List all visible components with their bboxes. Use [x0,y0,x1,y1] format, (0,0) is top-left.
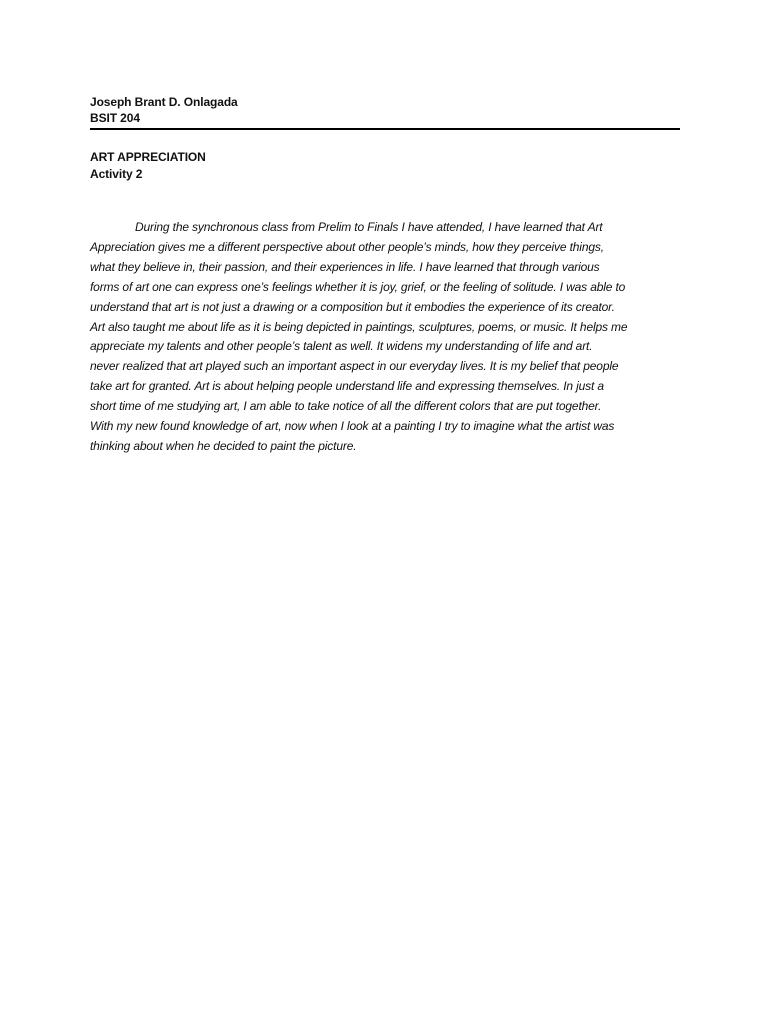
header-divider [90,128,680,130]
essay-line: what they believe in, their passion, and their experiences in life. I have learned that through various [90,259,600,274]
essay-line: With my new found knowledge of art, now when I look at a painting I try to imagine what the artist was [90,419,615,434]
essay-line: understand that art is not just a drawing or a composition but it embodies the experience of its creator. [90,299,615,314]
essay-line: forms of art one can express one’s feelings whether it is joy, grief, or the feeling of solitude. I was able to [90,279,626,294]
essay-line: short time of me studying art, I am able to take notice of all the different colors that are put together. [90,399,602,414]
course-title: ART APPRECIATION [90,150,206,164]
class-section: BSIT 204 [90,111,140,125]
essay-line: thinking about when he decided to paint the picture. [90,438,357,453]
essay-line: take art for granted. Art is about helping people understand life and expressing themselves. In just a [90,379,604,394]
essay-line: Appreciation gives me a different perspective about other people’s minds, how they perceive things, [90,239,604,254]
essay-line: Art also taught me about life as it is being depicted in paintings, sculptures, poems, or music. It helps me [90,319,628,334]
essay-line: During the synchronous class from Prelim to Finals I have attended, I have learned that Art [135,220,603,234]
essay-line: appreciate my talents and other people’s talent as well. It widens my understanding of life and art. [90,339,593,354]
header-block [90,94,680,126]
activity-title: Activity 2 [90,167,143,181]
essay-paragraph [90,218,690,457]
author-name: Joseph Brant D. Onlagada [90,95,238,109]
essay-line: never realized that art played such an important aspect in our everyday lives. It is my belief that people [90,359,619,374]
title-block [90,149,680,183]
